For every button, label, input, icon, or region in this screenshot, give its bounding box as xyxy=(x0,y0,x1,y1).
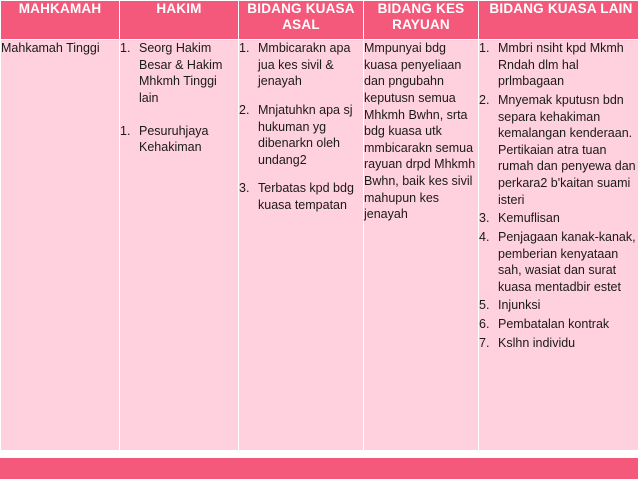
bottom-accent-bar xyxy=(0,458,638,479)
list-item-label: Mnyemak kputusn bdn separa kehakiman kemalangan kenderaan. Pertikaian atra tuan rumah dan penyewa dan perkara2 b'kaitan suami isteri xyxy=(498,92,636,207)
list-item xyxy=(479,297,638,314)
column-header-bidang-kuasa-lain: BIDANG KUASA LAIN xyxy=(479,1,638,40)
list-marker: 2. xyxy=(239,102,250,117)
list-item xyxy=(239,180,363,213)
list-marker: 2. xyxy=(479,92,490,107)
list-item-label: Mnjatuhkn apa sj hukuman yg dibenarkn oleh undang2 xyxy=(258,102,353,167)
list-item xyxy=(479,229,638,296)
list-marker: 7. xyxy=(479,335,490,350)
cell-bidang-kes-rayuan xyxy=(364,40,479,451)
list-item-label: Injunksi xyxy=(498,298,541,313)
list-item xyxy=(479,335,638,352)
list-item xyxy=(479,210,638,227)
list-marker: 1. xyxy=(120,41,131,55)
cell-mahkamah xyxy=(1,40,120,451)
list-item-label: Mmbicarakn apa jua kes sivil & jenayah xyxy=(258,41,351,89)
table-header-row xyxy=(1,1,638,40)
list-item-label: Kslhn individu xyxy=(498,335,576,350)
list-item-label: Pesuruhjaya Kehakiman xyxy=(139,123,209,155)
list-marker: 1. xyxy=(239,41,250,55)
table-row xyxy=(1,40,638,451)
bidang-kes-rayuan-text: Mmpunyai bdg kuasa penyeliaan dan pngubahn keputusn semua Mhkmh Bwhn, srta bdg kuasa utk mmbicarakn semua rayuan drpd Mhkmh Bwhn, baik kes sivil mahupun kes jenayah xyxy=(364,41,476,222)
cell-hakim xyxy=(120,40,239,451)
cell-bidang-kuasa-asal xyxy=(239,40,364,451)
list-item xyxy=(479,316,638,333)
list-marker: 3. xyxy=(479,211,490,226)
list-marker: 5. xyxy=(479,298,490,313)
list-item-label: Penjagaan kanak-kanak, pemberian kenyataan sah, wasiat dan surat kuasa mentadbir estet xyxy=(498,229,636,294)
table-header xyxy=(1,1,638,40)
list-item xyxy=(120,40,238,107)
cell-bidang-kuasa-lain xyxy=(479,40,638,451)
bidang-kuasa-lain-list xyxy=(479,40,638,351)
mahkamah-text: Mahkamah Tinggi xyxy=(1,41,100,55)
list-item-label: Terbatas kpd bdg kuasa tempatan xyxy=(258,181,354,212)
list-item xyxy=(479,92,638,208)
list-marker: 6. xyxy=(479,317,490,331)
column-header-bidang-kes-rayuan: BIDANG KES RAYUAN xyxy=(364,1,479,40)
list-item xyxy=(479,40,638,90)
hakim-list-group-1 xyxy=(120,40,238,107)
table-body xyxy=(1,40,638,451)
list-item xyxy=(120,123,238,156)
column-header-mahkamah: MAHKAMAH xyxy=(1,1,120,40)
list-item-label: Seorg Hakim Besar & Hakim Mhkmh Tinggi lain xyxy=(139,41,223,105)
list-item xyxy=(239,40,363,90)
column-header-hakim: HAKIM xyxy=(120,1,239,40)
list-marker: 4. xyxy=(479,229,490,244)
list-marker: 3. xyxy=(239,181,250,196)
hakim-list-group-2 xyxy=(120,123,238,156)
list-marker: 1. xyxy=(120,123,131,138)
column-header-bidang-kuasa-asal: BIDANG KUASA ASAL xyxy=(239,1,364,40)
list-marker: 1. xyxy=(479,41,490,55)
list-item-label: Pembatalan kontrak xyxy=(498,317,610,331)
list-item-label: Kemuflisan xyxy=(498,211,560,226)
list-item-label: Mmbri nsiht kpd Mkmh Rndah dlm hal prlmbagaan xyxy=(498,41,624,89)
list-item xyxy=(239,102,363,169)
list-group-spacer xyxy=(120,109,238,123)
bidang-kuasa-asal-list xyxy=(239,40,363,214)
